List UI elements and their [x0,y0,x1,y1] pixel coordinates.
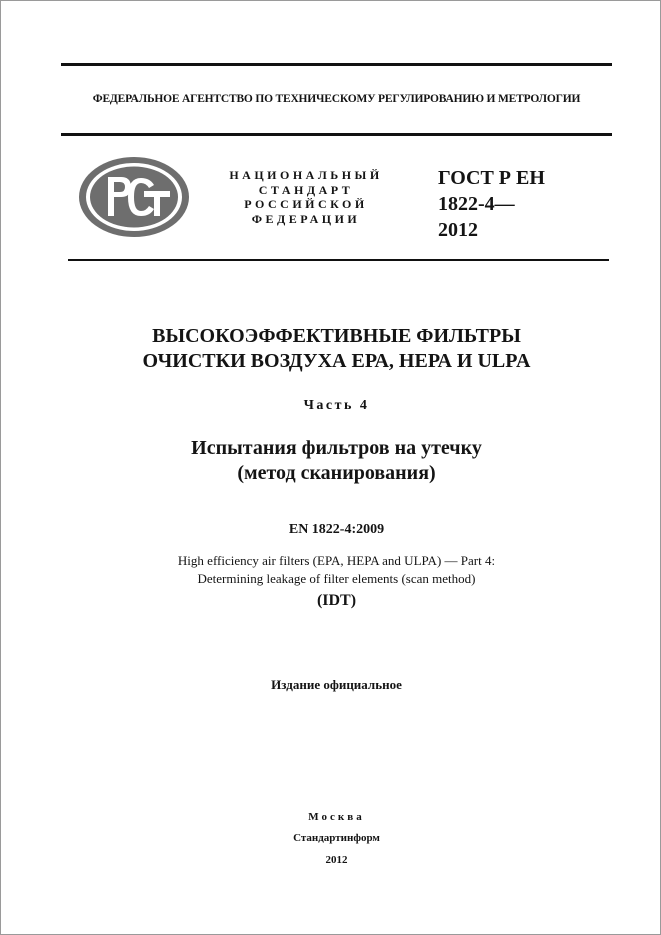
en-title-line: High efficiency air filters (EPA, HEPA and ULPA) — Part 4: [177,553,496,568]
designation-line: 2012 [438,219,478,241]
national-standard-line: РОССИЙСКОЙ [244,197,368,211]
part-number: Часть 4 [303,398,370,413]
standard-designation [438,165,588,243]
national-standard-line: НАЦИОНАЛЬНЫЙ [229,168,383,182]
top-rule [61,63,612,66]
title-line: ВЫСОКОЭФФЕКТИВНЫЕ ФИЛЬТРЫ [152,325,521,347]
document-subtitle [40,436,633,486]
national-standard-line: СТАНДАРТ [258,182,354,197]
subtitle-line: Испытания фильтров на утечку [191,437,482,459]
imprint-city: Москва [308,811,365,823]
header-rule [61,133,612,136]
national-standard-label [212,168,400,226]
rst-logo-icon [78,156,190,238]
title-line: ОЧИСТКИ ВОЗДУХА ЕРА, НЕРА И ULPA [142,350,531,372]
imprint-year: 2012 [325,854,348,866]
en-standard-number: EN 1822-4:2009 [288,522,385,537]
document-title [40,324,633,374]
en-title-line: Determining leakage of filter elements (scan method) [197,571,476,586]
imprint-publisher: Стандартинформ [293,832,380,844]
edition-label: Издание официальное [271,677,402,692]
agency-name: ФЕДЕРАЛЬНОЕ АГЕНТСТВО ПО ТЕХНИЧЕСКОМУ РЕГУЛИРОВАНИЮ И МЕТРОЛОГИИ [92,93,581,105]
subtitle-line: (метод сканирования) [237,462,436,484]
title-block-rule [68,259,609,261]
national-standard-line: ФЕДЕРАЦИИ [251,211,361,226]
designation-line: ГОСТ Р ЕН [438,167,545,189]
designation-line: 1822-4— [438,193,515,215]
equivalence-degree: (IDT) [316,592,357,609]
en-standard-title [40,552,633,588]
